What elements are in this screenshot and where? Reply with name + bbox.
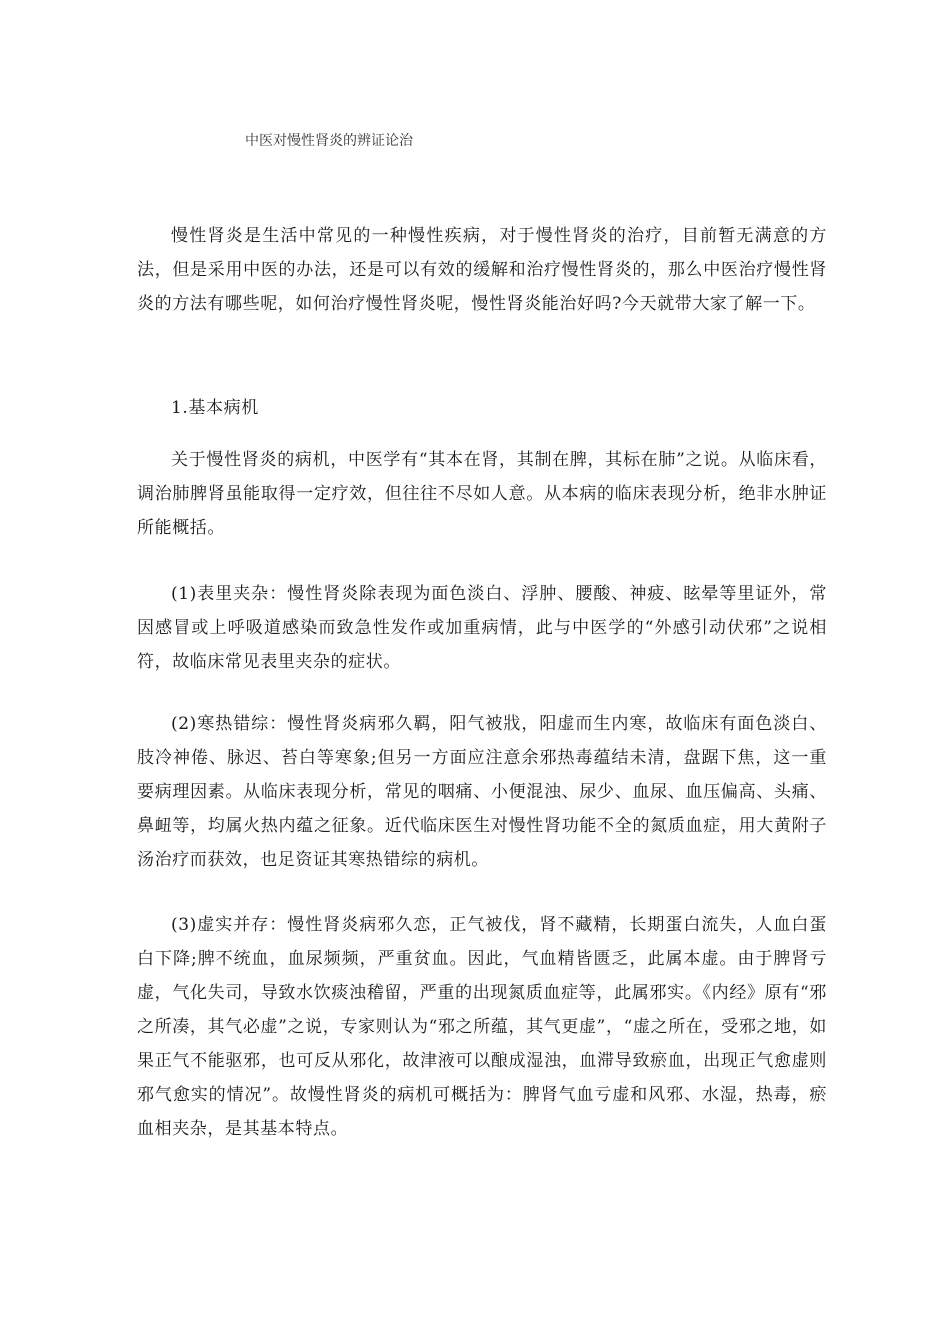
document-title: 中医对慢性肾炎的辨证论治 <box>245 133 413 149</box>
paragraph-deficiency-excess: (3)虚实并存：慢性肾炎病邪久恋，正气被伐，肾不藏精，长期蛋白流失，人血白蛋白下降;脾不统血，血尿频频，严重贫血。因此，气血精皆匮乏，此属本虚。由于脾肾亏虚，气化失司，导致水饮痰浊稽留，严重的出现氮质血症等，此属邪实。《内经》原有“邪之所凑，其气必虚”之说，专家则认为“邪之所蕴，其气更虚”，“虚之所在，受邪之地，如果正气不能驱邪，也可反从邪化，故津液可以酿成湿浊，血滞导致瘀血，出现正气愈虚则邪气愈实的情况”。故慢性肾炎的病机可概括为：脾肾气血亏虚和风邪、水湿，热毒，瘀血相夹杂，是其基本特点。 <box>137 915 827 1139</box>
paragraph-block <box>137 443 827 545</box>
paragraph-block <box>137 577 827 679</box>
paragraph-pathogenesis: 关于慢性肾炎的病机，中医学有“其本在肾，其制在脾，其标在肺”之说。从临床看，调治肺脾肾虽能取得一定疗效，但往往不尽如人意。从本病的临床表现分析，绝非水肿证所能概括。 <box>137 450 827 538</box>
paragraph-block <box>137 908 827 1146</box>
section-heading: 1.基本病机 <box>171 398 259 418</box>
intro-paragraph: 慢性肾炎是生活中常见的一种慢性疾病，对于慢性肾炎的治疗，目前暂无满意的方法，但是采用中医的办法，还是可以有效的缓解和治疗慢性肾炎的，那么中医治疗慢性肾炎的方法有哪些呢，如何治疗慢性肾炎呢，慢性肾炎能治好吗?今天就带大家了解一下。 <box>137 226 827 314</box>
section-1-heading-block <box>137 391 827 425</box>
paragraph-cold-heat: (2)寒热错综：慢性肾炎病邪久羁，阳气被戕，阳虚而生内寒，故临床有面色淡白、肢冷神倦、脉迟、苔白等寒象;但另一方面应注意余邪热毒蕴结未清，盘踞下焦，这一重要病理因素。从临床表现分析，常见的咽痛、小便混浊、尿少、血尿、血压偏高、头痛、鼻衄等，均属火热内蕴之征象。近代临床医生对慢性肾功能不全的氮质血症，用大黄附子汤治疗而获效，也足资证其寒热错综的病机。 <box>137 714 827 870</box>
paragraph-block <box>137 707 827 877</box>
intro-block <box>137 219 827 321</box>
paragraph-exterior-interior: (1)表里夹杂：慢性肾炎除表现为面色淡白、浮肿、腰酸、神疲、眩晕等里证外，常因感冒或上呼吸道感染而致急性发作或加重病情，此与中医学的“外感引动伏邪”之说相符，故临床常见表里夹杂的症状。 <box>137 584 827 672</box>
